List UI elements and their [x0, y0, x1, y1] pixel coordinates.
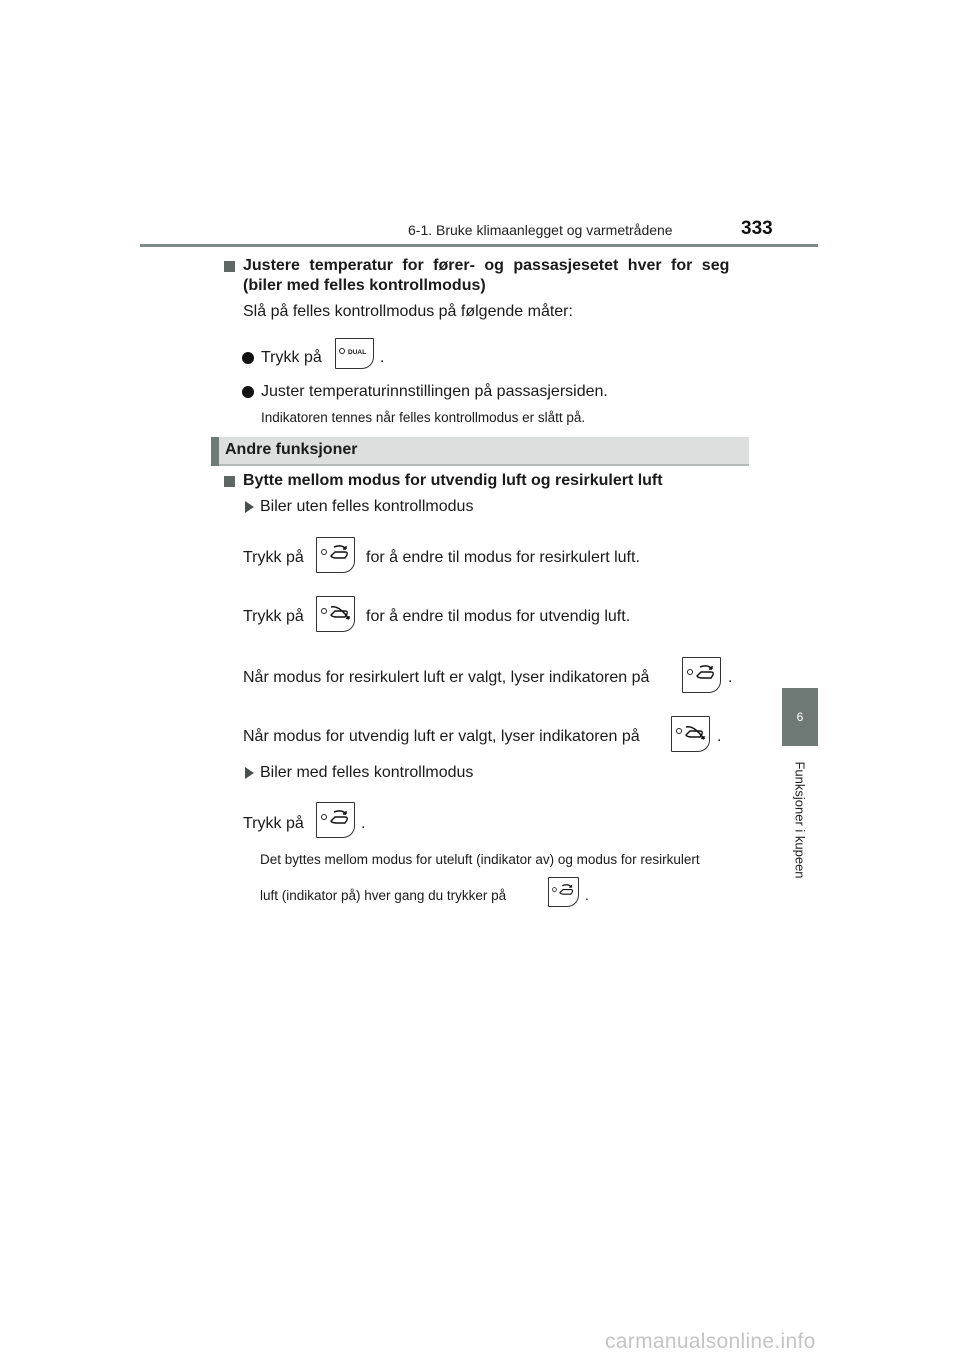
line4-suffix: .	[717, 728, 722, 745]
line3-suffix: .	[728, 669, 733, 686]
recirculated-air-button-icon	[316, 537, 355, 573]
bullet1-suffix: .	[380, 349, 385, 366]
page-number: 333	[741, 218, 773, 239]
chapter-tab[interactable]	[782, 688, 818, 746]
line1-suffix: for å endre til modus for resirkulert luft.	[366, 549, 640, 566]
dual-button-label: DUAL	[348, 349, 367, 356]
heading-dual-line2: (biler med felles kontrollmodus)	[243, 277, 486, 294]
line2-suffix: for å endre til modus for utvendig luft.	[366, 608, 631, 625]
line2-prefix: Trykk på	[243, 608, 304, 625]
note-line1: Det byttes mellom modus for uteluft (indikator av) og modus for resirkulert	[260, 852, 700, 867]
watermark: carmanualsonline.info	[605, 1330, 816, 1353]
square-bullet-icon	[224, 261, 235, 272]
line4-prefix: Når modus for utvendig luft er valgt, lyser indikatoren på	[243, 728, 640, 745]
bullet1-prefix: Trykk på	[261, 349, 322, 366]
line5-suffix: .	[361, 815, 366, 832]
section-bar	[211, 437, 749, 466]
chapter-number: 6	[796, 710, 804, 724]
square-bullet-icon	[224, 476, 235, 487]
bullet2-text: Juster temperaturinnstillingen på passasjersiden.	[261, 383, 608, 400]
heading-air-mode: Bytte mellom modus for utvendig luft og resirkulert luft	[243, 472, 663, 489]
section-bar-accent	[211, 437, 219, 466]
recirculated-air-button-icon	[316, 802, 355, 838]
round-bullet-icon	[242, 386, 254, 398]
outside-air-button-icon	[671, 716, 710, 752]
section-title: Andre funksjoner	[225, 441, 358, 458]
triangle-arrow-icon	[245, 501, 254, 513]
sub-heading-without-dual: Biler uten felles kontrollmodus	[260, 498, 474, 515]
note-indicator: Indikatoren tennes når felles kontrollmodus er slått på.	[261, 410, 586, 425]
line1-prefix: Trykk på	[243, 549, 304, 566]
round-bullet-icon	[242, 352, 254, 364]
intro-text: Slå på felles kontrollmodus på følgende måter:	[243, 303, 573, 320]
dual-button-icon	[335, 338, 374, 369]
recirculated-air-button-icon	[682, 657, 721, 693]
line5-prefix: Trykk på	[243, 815, 304, 832]
line3-prefix: Når modus for resirkulert luft er valgt, lyser indikatoren på	[243, 669, 650, 686]
outside-air-button-icon	[316, 596, 355, 632]
note-line2-prefix: luft (indikator på) hver gang du trykker på	[260, 888, 507, 903]
recirculated-air-button-icon	[548, 877, 579, 907]
note-line2-suffix: .	[585, 888, 589, 903]
header-section-title: 6-1. Bruke klimaanlegget og varmetrådene	[408, 222, 673, 238]
chapter-title: Funksjoner i kupeen	[792, 761, 808, 879]
heading-dual-line1: Justere temperatur for fører- og passasjesetet hver for seg	[243, 257, 730, 274]
sub-heading-with-dual: Biler med felles kontrollmodus	[260, 764, 474, 781]
triangle-arrow-icon	[245, 767, 254, 779]
header-rule	[140, 244, 818, 247]
